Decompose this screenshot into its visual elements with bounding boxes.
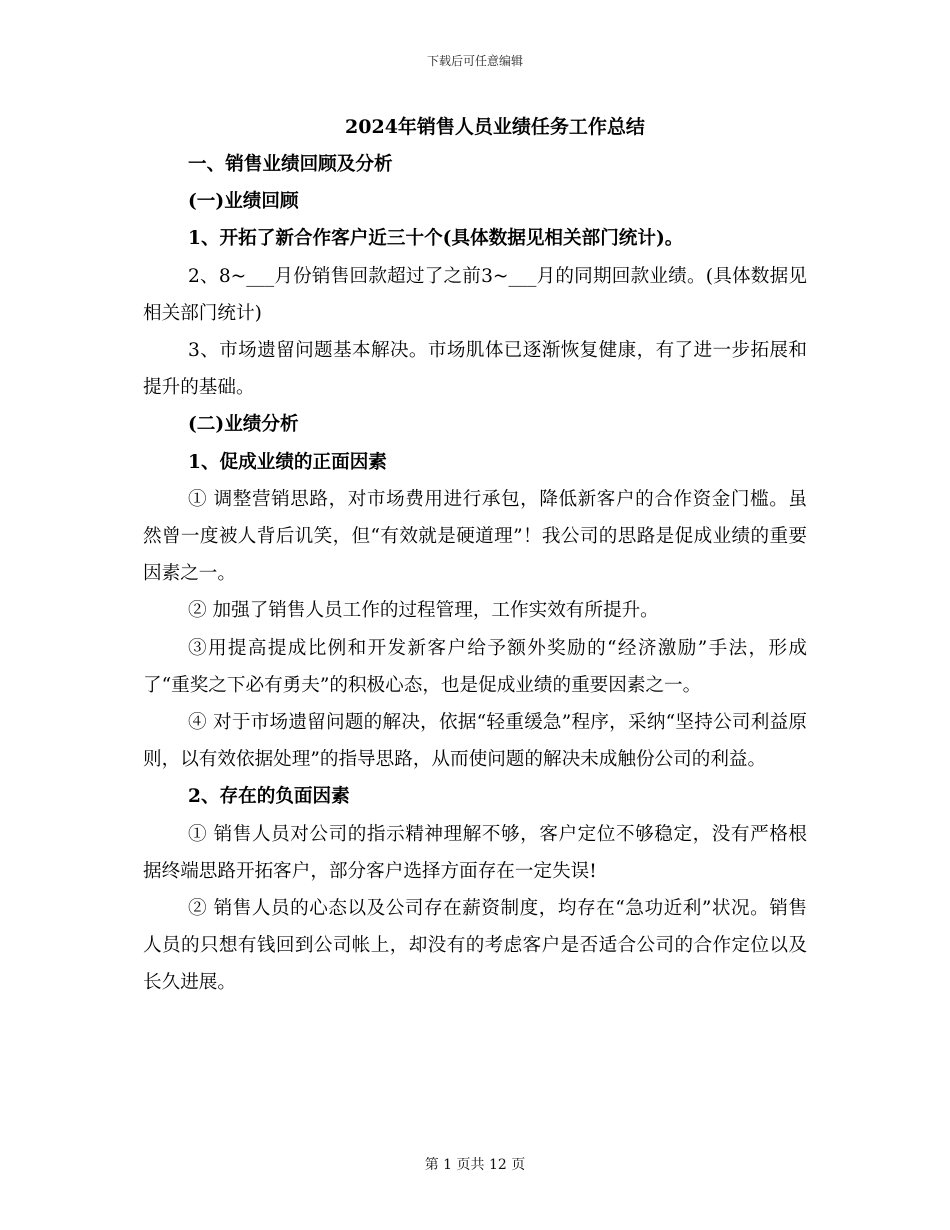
heading-positive-factors: 1、促成业绩的正面因素: [188, 451, 387, 473]
heading-negative-factors: 2、存在的负面因素: [188, 786, 350, 808]
paragraph-payment-performance: 2、8~___月份销售回款超过了之前3~___月的同期回款业绩。(具体数据见相关部门统计): [143, 265, 807, 324]
paragraph-negative-2: ② 销售人员的心态以及公司存在薪资制度，均存在“急功近利”状况。销售人员的只想有钱回到公司帐上，却没有的考虑客户是否适合公司的合作定位以及长久进展。: [143, 898, 807, 994]
document-body: [143, 108, 807, 1002]
document-title: 2024年销售人员业绩任务工作总结: [345, 116, 645, 138]
paragraph-positive-3: ③用提高提成比例和开发新客户给予额外奖励的“经济激励”手法，形成了“重奖之下必有勇夫”的积极心态，也是促成业绩的重要因素之一。: [143, 637, 807, 696]
section-heading-1: 一、销售业绩回顾及分析: [188, 154, 393, 175]
subsection-heading-review: (一)业绩回顾: [188, 191, 299, 213]
page-header-note: 下载后可任意编辑: [426, 54, 523, 68]
subsection-heading-analysis: (二)业绩分析: [188, 414, 299, 436]
paragraph-market-issues: 3、市场遗留问题基本解决。市场肌体已逐渐恢复健康，有了进一步拓展和提升的基础。: [143, 340, 807, 399]
paragraph-new-clients: 1、开拓了新合作客户近三十个(具体数据见相关部门统计)。: [188, 228, 684, 250]
paragraph-positive-4: ④ 对于市场遗留问题的解决，依据“轻重缓急”程序，采纳“坚持公司利益原则，以有效依据处理”的指导思路，从而使问题的解决未成触份公司的利益。: [143, 712, 807, 771]
page-number: 第 1 页共 12 页: [424, 1157, 526, 1173]
paragraph-positive-2: ② 加强了销售人员工作的过程管理，工作实效有所提升。: [188, 600, 659, 622]
paragraph-negative-1: ① 销售人员对公司的指示精神理解不够，客户定位不够稳定，没有严格根据终端思路开拓客户，部分客户选择方面存在一定失误!: [143, 823, 807, 882]
paragraph-positive-1: ① 调整营销思路，对市场费用进行承包，降低新客户的合作资金门槛。虽然曾一度被人背后讥笑，但“有效就是硬道理”！我公司的思路是促成业绩的重要因素之一。: [143, 488, 807, 585]
